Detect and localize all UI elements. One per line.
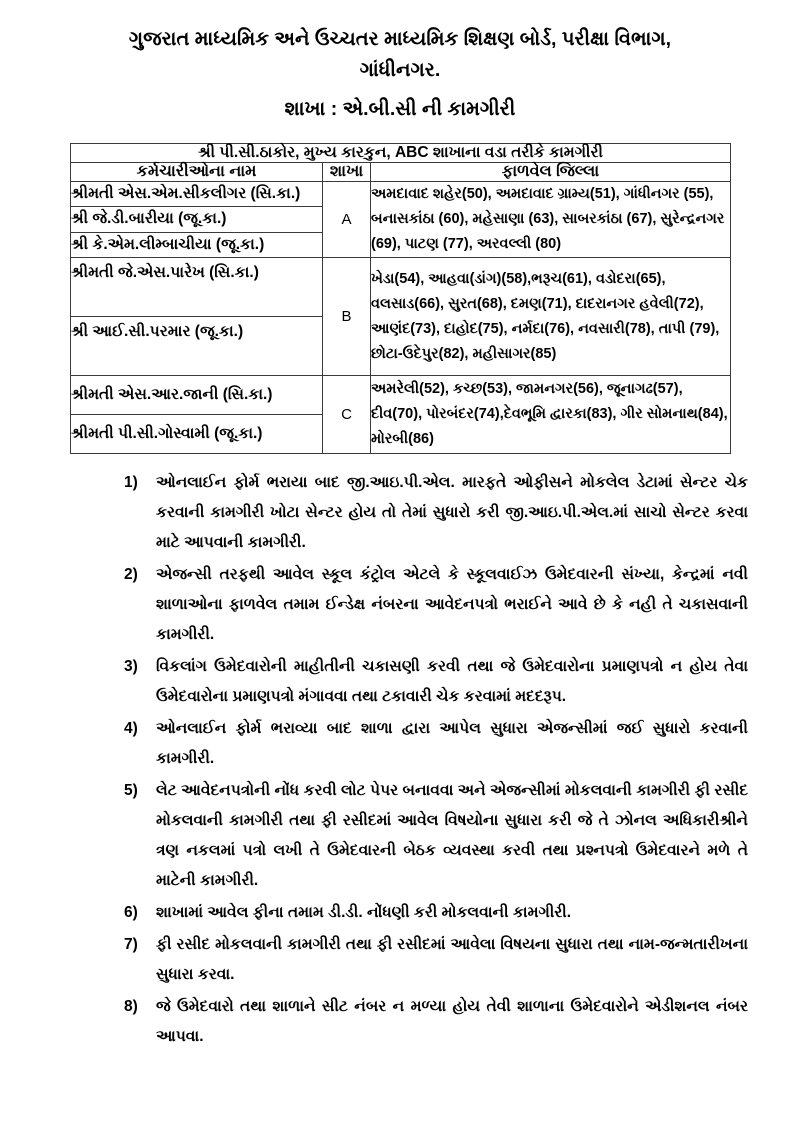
list-item	[0, 714, 800, 774]
duties-list	[0, 468, 800, 1052]
board-title-line-1: ગુજરાત માધ્યમિક અને ઉચ્ચતર માધ્યમિક શિક્ષણ બોર્ડ, પરીક્ષા વિભાગ,	[128, 28, 672, 50]
table-row	[71, 376, 731, 415]
employee-name: શ્રીમતી એસ.આર.જાની (સિ.કા.)	[71, 376, 323, 415]
allocated-districts: ખેડા(54), આહવા(ડાંગ)(58),ભરૂચ(61), વડોદરા(65), વલસાડ(66), સુરત(68), દમણ(71), દાદરાનગર હવેલી(72), આણંદ(73), દાહોદ(75), નર્મદા(76), નવસારી(78), તાપી (79), છોટા-ઉદેપુર(82), મહીસાગર(85)	[371, 258, 731, 376]
list-item-text: લેટ આવેદનપત્રોની નોંધ કરવી લોટ પેપર બનાવવા અને એજન્સીમાં મોકલવાની કામગીરી ફી રસીદ મોકલવાની કામગીરી તથા ફી રસીદમાં આવેલ વિષયોના સુધારા કરી જે તે ઝોનલ અધિકારીશ્રીને ત્રણ નકલમાં પત્રો લખી તે ઉમેદવારની બેઠક વ્યવસ્થા કરવી તથા પ્રશ્નપત્રો ઉમેદવારને મળે તે માટેની કામગીરી.	[156, 782, 748, 889]
document-header	[0, 0, 800, 125]
list-item	[0, 898, 800, 928]
list-item	[0, 652, 800, 712]
list-item-number: 7)	[124, 936, 138, 953]
list-item-number: 3)	[124, 658, 138, 675]
table-caption: શ્રી પી.સી.ઠાકોર, મુખ્ય કારકુન, ABC શાખાના વડા તરીકે કામગીરી	[71, 144, 731, 163]
employee-name: શ્રી કે.એમ.લીમ્બાચીયા (જૂ.કા.)	[71, 232, 323, 257]
employee-name: શ્રી જે.ડી.બારીયા (જૂ.કા.)	[71, 207, 323, 232]
branch-subtitle: શાખા : એ.બી.સી ની કામગીરી	[284, 98, 516, 120]
list-item-text: એજન્સી તરફથી આવેલ સ્કૂલ કંટ્રોલ એટલે કે સ્કૂલવાઈઝ ઉમેદવારની સંખ્યા, કેન્દ્રમાં નવી શાળાઓના ફાળવેલ તમામ ઈન્ડેક્ષ નંબરના આવેદનપત્રો ભરાઈને આવે છે કે નહી તે ચકાસવાની કામગીરી.	[156, 566, 748, 643]
list-item-number: 4)	[124, 720, 138, 737]
table-header-row	[71, 163, 731, 182]
list-item-text: ઓનલાઈન ફોર્મ ભરાવ્યા બાદ શાળા દ્વારા આપેલ સુધારા એજન્સીમાં જઈ સુધારો કરવાની કામગીરી.	[156, 720, 748, 767]
column-header-districts: ફાળવેલ જિલ્લા	[371, 163, 731, 182]
employee-name: શ્રીમતી પી.સી.ગોસ્વામી (જૂ.કા.)	[71, 415, 323, 454]
list-item-number: 1)	[124, 474, 138, 491]
employee-name: શ્રી આઈ.સી.પરમાર (જૂ.કા.)	[71, 317, 323, 376]
employee-name: શ્રીમતી જે.એસ.પારેખ (સિ.કા.)	[71, 258, 323, 317]
table-row	[71, 258, 731, 317]
employee-name: શ્રીમતી એસ.એમ.સીકલીગર (સિ.કા.)	[71, 182, 323, 207]
list-item-number: 8)	[124, 998, 138, 1015]
branch-label: C	[323, 376, 371, 454]
list-item-text: ઓનલાઈન ફોર્મ ભરાયા બાદ જી.આઇ.પી.એલ. મારફતે ઓફીસને મોકલેલ ડેટામાં સેન્ટર ચેક કરવાની કામગીરી ખોટા સેન્ટર હોય તો તેમાં સુધારો કરી જી.આઇ.પી.એલ.માં સાચો સેન્ટર કરવા માટે આપવાની કામગીરી.	[156, 474, 748, 551]
list-item-number: 5)	[124, 782, 138, 799]
list-item-text: વિકલાંગ ઉમેદવારોની માહીતીની ચકાસણી કરવી તથા જે ઉમેદવારોના પ્રમાણપત્રો ન હોય તેવા ઉમેદવારોના પ્રમાણપત્રો મંગાવવા તથા ટકાવારી ચેક કરવામાં મદદરૂપ.	[156, 658, 748, 705]
list-item	[0, 560, 800, 650]
column-header-branch: શાખા	[323, 163, 371, 182]
duty-table-wrapper	[70, 143, 730, 454]
list-item-number: 2)	[124, 566, 138, 583]
list-item-text: શાખામાં આવેલ ફીના તમામ ડી.ડી. નોંધણી કરી મોકલવાની કામગીરી.	[156, 904, 572, 921]
board-title-line-2: ગાંધીનગર.	[359, 59, 441, 81]
list-item	[0, 776, 800, 896]
list-item	[0, 992, 800, 1052]
table-caption-row	[71, 144, 731, 163]
branch-label: B	[323, 258, 371, 376]
list-item	[0, 930, 800, 990]
duty-allocation-table	[70, 143, 731, 454]
branch-label: A	[323, 182, 371, 258]
allocated-districts: અમદાવાદ શહેર(50), અમદાવાદ ગ્રામ્ય(51), ગાંધીનગર (55), બનાસકાંઠા (60), મહેસાણા (63), સાબરકાંઠા (67), સુરેન્દ્રનગર (69), પાટણ (77), અરવલ્લી (80)	[371, 182, 731, 258]
allocated-districts: અમરેલી(52), કચ્છ(53), જામનગર(56), જૂનાગઢ(57), દીવ(70), પોરબંદર(74),દેવભૂમિ દ્વારકા(83), ગીર સોમનાથ(84), મોરબી(86)	[371, 376, 731, 454]
column-header-names: કર્મચારીઓના નામ	[71, 163, 323, 182]
list-item-text: ફી રસીદ મોકલવાની કામગીરી તથા ફી રસીદમાં આવેલા વિષયના સુધારા તથા નામ-જન્મતારીખના સુધારા કરવા.	[156, 936, 748, 983]
table-row	[71, 182, 731, 207]
list-item-number: 6)	[124, 904, 138, 921]
list-item-text: જે ઉમેદવારો તથા શાળાને સીટ નંબર ન મળ્યા હોય તેવી શાળાના ઉમેદવારોને એડીશનલ નંબર આપવા.	[156, 998, 748, 1045]
list-item	[0, 468, 800, 558]
